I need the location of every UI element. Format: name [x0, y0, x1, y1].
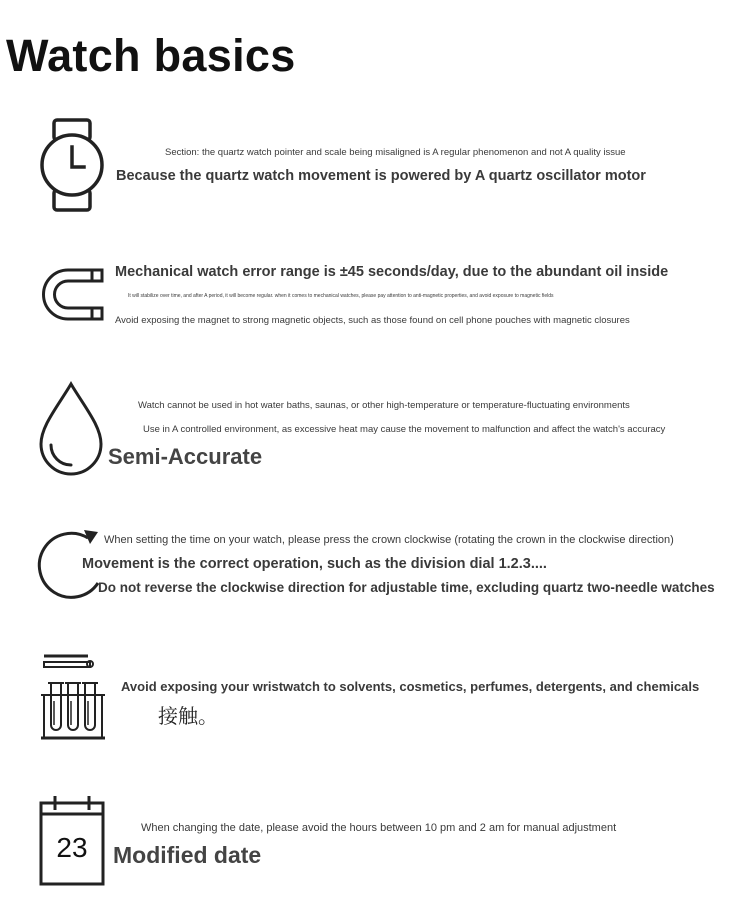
item-chemicals-line-1: Avoid exposing your wristwatch to solvents, cosmetics, perfumes, detergents, and chemicals: [121, 679, 700, 694]
item-date-line-1: When changing the date, please avoid the hours between 10 pm and 2 am for manual adjustment: [141, 822, 617, 834]
item-magnet-line-3: Avoid exposing the magnet to strong magnetic objects, such as those found on cell phone pouches with magnetic closures: [115, 315, 630, 326]
item-magnet-line-2: It will stabilize over time, and after A period, it will become regular. when it comes to mechanical watches, please pay attention to anti-magnetic properties, and avoid exposure to magnetic fields: [128, 293, 554, 299]
page-title: Watch basics: [6, 30, 296, 81]
item-watch-line-1: Section: the quartz watch pointer and scale being misaligned is A regular phenomenon and not A quality issue: [165, 147, 626, 158]
test-tubes-icon: [38, 651, 108, 745]
item-watch-line-2: Because the quartz watch movement is powered by A quartz oscillator motor: [116, 168, 646, 184]
magnet-icon: [40, 268, 104, 322]
watch-icon: [40, 117, 104, 213]
item-heat-line-3: Semi-Accurate: [108, 444, 263, 469]
item-heat-line-1: Watch cannot be used in hot water baths, saunas, or other high-temperature or temperature-fluctuating environments: [138, 400, 630, 411]
item-date-line-2: Modified date: [113, 842, 262, 868]
item-heat-line-2: Use in A controlled environment, as excessive heat may cause the movement to malfunction and affect the watch's accuracy: [143, 424, 666, 435]
calendar-date-number: 23: [56, 832, 88, 863]
item-chemicals-line-2: 接触。: [158, 704, 218, 728]
item-crown-line-1: When setting the time on your watch, please press the crown clockwise (rotating the crown in the clockwise direction): [104, 534, 674, 546]
item-crown-line-2: Movement is the correct operation, such as the division dial 1.2.3....: [82, 556, 547, 572]
item-crown-line-3: Do not reverse the clockwise direction for adjustable time, excluding quartz two-needle watches: [98, 580, 715, 595]
item-magnet-line-1: Mechanical watch error range is ±45 seconds/day, due to the abundant oil inside: [115, 264, 669, 280]
water-drop-icon: [38, 381, 104, 477]
